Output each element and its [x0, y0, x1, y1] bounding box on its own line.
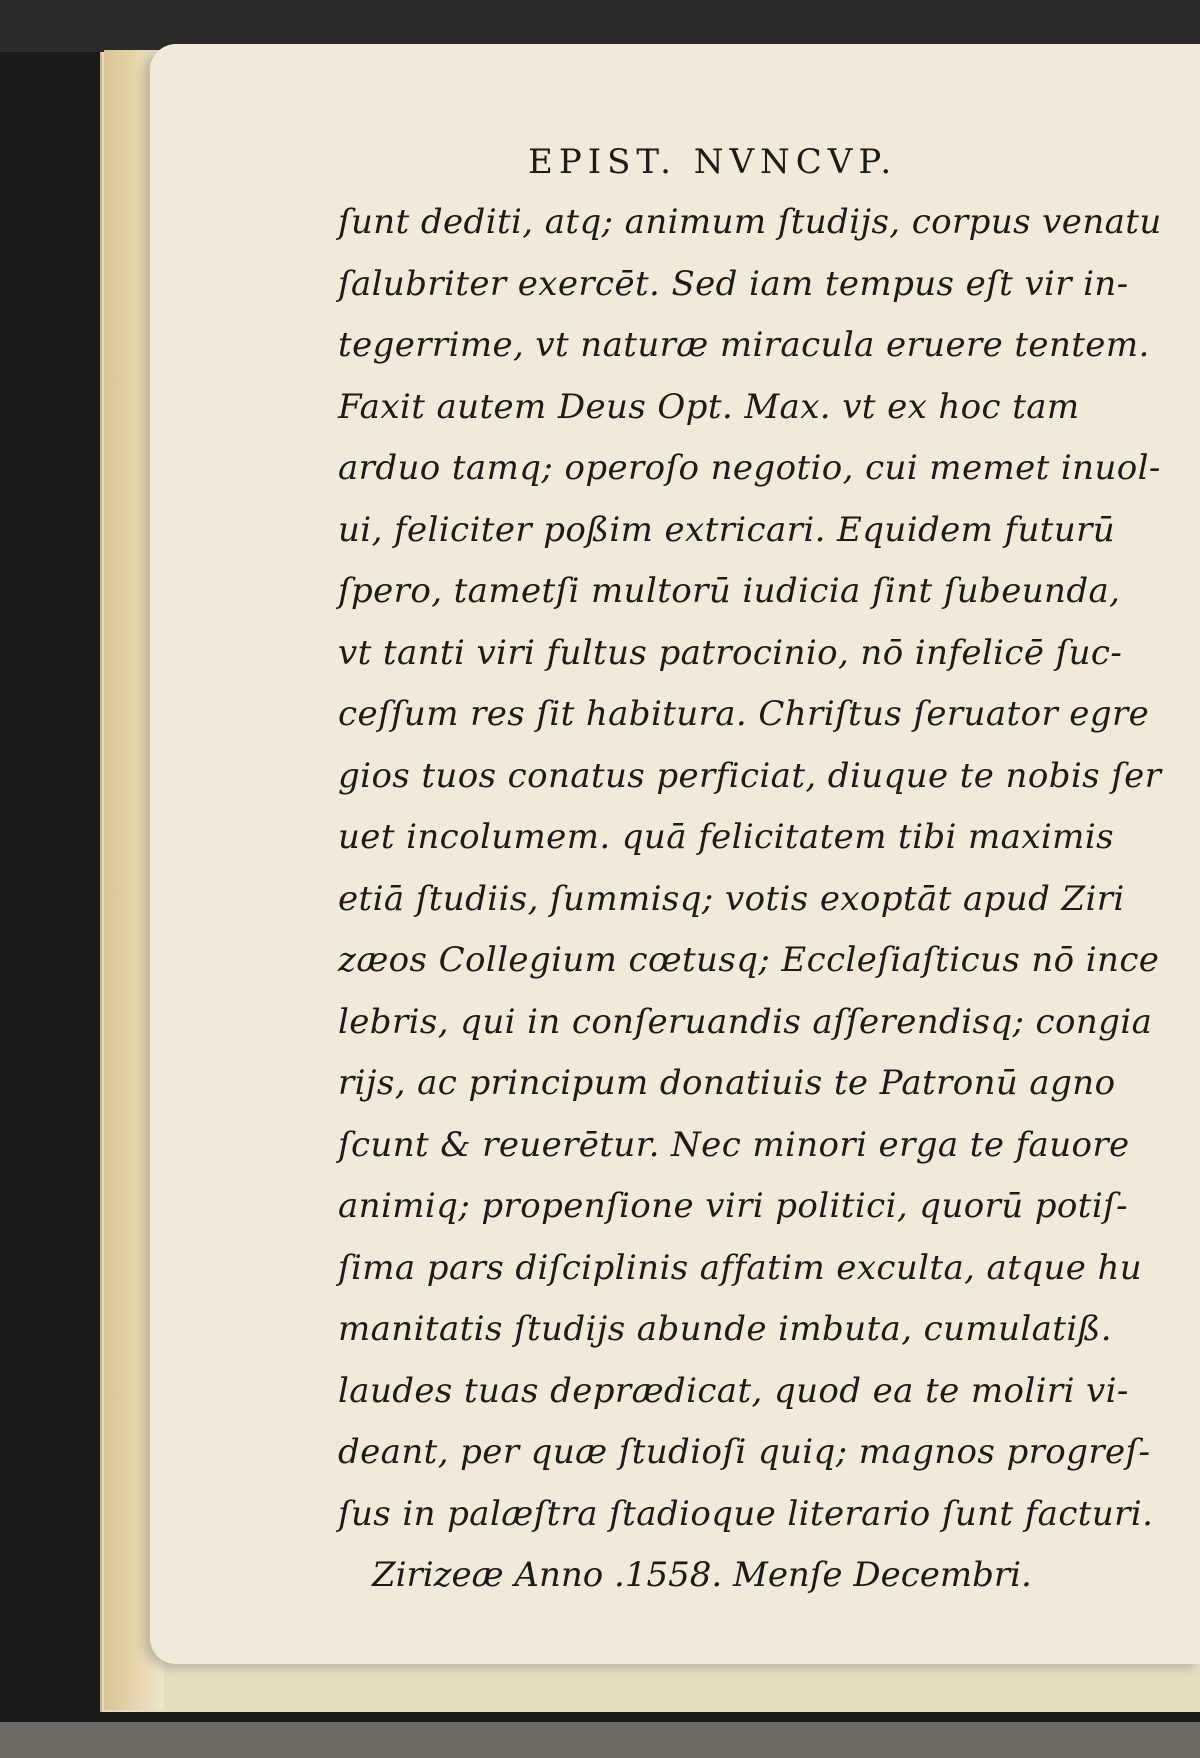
text-line: zæos Collegium cœtusq; Eccleſiaſticus nō ince [338, 940, 1160, 980]
text-line: etiā ſtudiis, ſummisq; votis exoptāt apud Ziri [338, 878, 1125, 919]
text-line: manitatis ſtudijs abunde imbuta, cumulatiß. [338, 1309, 1112, 1349]
text-line: ſpero, tametſi multorū iudicia ſint ſubeunda, [338, 571, 1121, 611]
running-head: EPIST. NVNCVP. [528, 142, 898, 182]
text-line: lebris, qui in conſeruandis aſſerendisq; congia [338, 1001, 1153, 1042]
text-line: uet incolumem. quā felicitatem tibi maximis [338, 817, 1114, 857]
text-line: deant, per quæ ſtudioſi quiq; magnos progreſ- [338, 1432, 1151, 1472]
text-line: ſus in palæſtra ſtadioque literario ſunt facturi. [338, 1493, 1154, 1534]
text-line: ſcunt & reuerētur. Nec minori erga te fauore [338, 1124, 1130, 1165]
text-line: ui, feliciter poßim extricari. Equidem futurū [338, 509, 1116, 550]
colophon-date-line: Zirizeæ Anno .1558. Menſe Decembri. [372, 1555, 1032, 1595]
text-line: rijs, ac principum donatiuis te Patronū agno [338, 1063, 1116, 1103]
text-line: arduo tamq; operoſo negotio, cui memet inuol- [338, 448, 1161, 488]
text-line: ceſſum res ſit habitura. Chriſtus ſeruator egre [338, 694, 1150, 734]
text-line: animiq; propenſione viri politici, quorū potiſ- [338, 1186, 1129, 1226]
text-line: Faxit autem Deus Opt. Max. vt ex hoc tam [338, 386, 1080, 427]
page-text-block [338, 138, 1162, 1607]
scan-background-bottom [0, 1722, 1200, 1758]
text-line: gios tuos conatus perficiat, diuque te nobis ſer [338, 755, 1162, 796]
text-line: vt tanti viri fultus patrocinio, nō infelicē ſuc- [338, 632, 1123, 673]
text-line: laudes tuas deprædicat, quod ea te moliri vi- [338, 1370, 1129, 1411]
text-line: tegerrime, vt naturæ miracula eruere tentem. [338, 325, 1150, 365]
text-line: ſima pars diſciplinis affatim exculta, atque hu [338, 1247, 1143, 1288]
text-line: ſunt dediti, atq; animum ſtudijs, corpus venatu [338, 202, 1162, 242]
text-line: ſalubriter exercēt. Sed iam tempus eſt vir in- [338, 263, 1129, 304]
